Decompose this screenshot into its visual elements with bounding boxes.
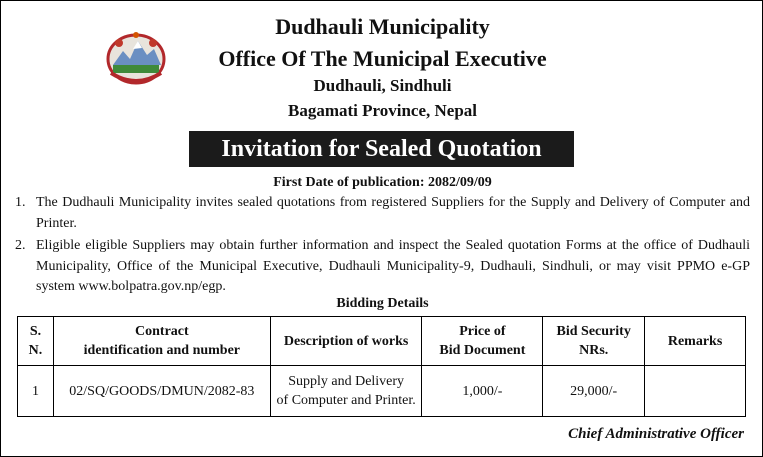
header-remarks: Remarks <box>645 317 746 366</box>
signature: Chief Administrative Officer <box>568 426 744 442</box>
table-header-row <box>18 317 746 366</box>
header-sn: S. N. <box>18 317 54 366</box>
list-item <box>15 193 750 234</box>
bidding-table <box>17 316 746 417</box>
cell-description: Supply and Delivery of Computer and Printer. <box>270 366 422 417</box>
cell-contract: 02/SQ/GOODS/DMUN/2082-83 <box>53 366 270 417</box>
item-number: 1. <box>15 195 26 210</box>
cell-bid-security: 29,000/- <box>543 366 645 417</box>
table-row <box>18 366 746 417</box>
header-price: Price of Bid Document <box>422 317 543 366</box>
office-name: Office Of The Municipal Executive <box>218 46 547 71</box>
location: Dudhauli, Sindhuli <box>313 76 452 95</box>
list-item <box>15 236 750 298</box>
item-text: The Dudhauli Municipality invites sealed quotations from registered Suppliers for the Supply and Delivery of Computer and Printer. <box>36 195 750 231</box>
cell-sn: 1 <box>18 366 54 417</box>
municipality-name: Dudhauli Municipality <box>275 14 490 39</box>
cell-remarks <box>645 366 746 417</box>
header-description: Description of works <box>270 317 422 366</box>
notice-title: Invitation for Sealed Quotation <box>189 131 574 167</box>
publication-date: First Date of publication: 2082/09/09 <box>273 175 492 190</box>
bidding-details-title: Bidding Details <box>336 296 429 311</box>
header-contract: Contract identification and number <box>53 317 270 366</box>
item-text: Eligible eligible Suppliers may obtain further information and inspect the Sealed quotation Forms at the office of Dudhauli Municipality, Office of the Municipal Executive, Dudhauli Municipality-9, Dudhauli, Sindhuli, or may visit PPMO e-GP system www.bolpatra.gov.np/egp. <box>36 238 750 294</box>
province: Bagamati Province, Nepal <box>287 101 478 120</box>
header-bid-security: Bid Security NRs. <box>543 317 645 366</box>
item-number: 2. <box>15 238 26 253</box>
cell-price: 1,000/- <box>422 366 543 417</box>
